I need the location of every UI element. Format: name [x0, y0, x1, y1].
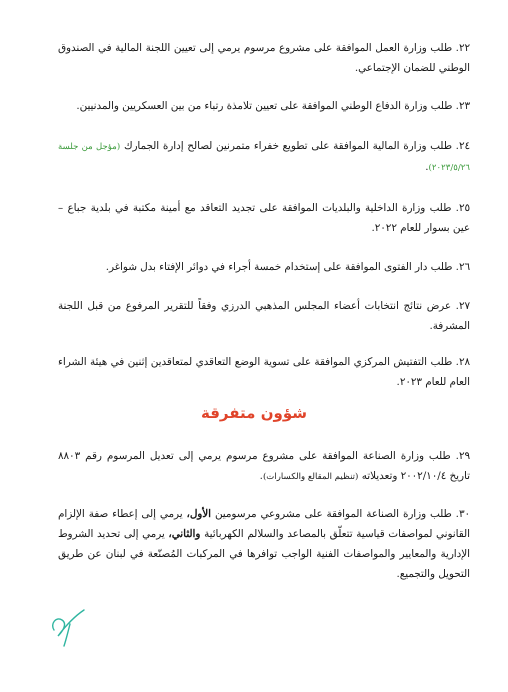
item-text-part2: يرمي إلى إعطاء صفة الإلزام القانوني لمواصفات قياسية تتعلّق بالمصاعد والسلالم الكهربائية [58, 508, 470, 540]
item-text: طلب وزارة العمل الموافقة على مشروع مرسوم يرمي إلى تعيين اللجنة المالية في الصندوق الوطني للضمان الإجتماعي. [58, 42, 470, 74]
item-bold-second: والثاني، [168, 528, 201, 540]
item-text: طلب التفتيش المركزي الموافقة على تسوية الوضع التعاقدي لمتعاقدين إثنين في هيئة الشراء العام للعام ٢٠٢٣. [58, 356, 470, 388]
item-text-part3: يرمي إلى تحديد الشروط الإدارية والمعايير والمواصفات الفنية الواجب توافرها في المركبات المُصنّعة في لبنان عن طريق التحويل والتجميع. [58, 528, 470, 580]
item-text: طلب وزارة الداخلية والبلديات الموافقة على تجديد التعاقد مع أمينة مكتبة في بلدية جباع – عين بسوار للعام ٢٠٢٢. [58, 202, 470, 234]
signature-icon [48, 602, 88, 648]
item-end: . [259, 470, 263, 482]
item-note: (تنظيم المقالع والكسارات) [262, 472, 359, 482]
item-number: ٢٥. [455, 202, 470, 214]
item-text: طلب دار الفتوى الموافقة على إستخدام خمسة أجراء في دوائر الإفتاء بدل شواغر. [105, 261, 453, 273]
item-number: ٢٤. [455, 140, 470, 152]
postponed-note: (مؤجل من جلسة ٢٠٢٣/٥/٢٦) [58, 142, 470, 173]
item-number: ٢٦. [455, 261, 470, 273]
item-text: عرض نتائج انتخابات أعضاء المجلس المذهبي الدرزي وفقاً للتقرير المرفوع من قبل اللجنة المشرفة. [58, 300, 470, 332]
item-end: . [425, 161, 429, 173]
agenda-item-25 [58, 198, 470, 238]
agenda-item-23 [58, 96, 470, 116]
item-number: ٢٧. [455, 300, 470, 312]
item-number: ٣٠. [455, 508, 471, 520]
item-text: طلب وزارة الصناعة الموافقة على مشروع مرسوم يرمي إلى تعديل المرسوم رقم ٨٨٠٣ تاريخ ٢٠٠٢/١٠/٤ وتعديلاته [58, 450, 470, 482]
agenda-item-30 [58, 504, 470, 584]
item-number: ٢٩. [455, 450, 470, 462]
item-text-part1: طلب وزارة الصناعة الموافقة على مشروعي مرسومين [214, 508, 452, 520]
item-number: ٢٨. [455, 356, 470, 368]
item-number: ٢٣. [455, 100, 470, 112]
agenda-item-24 [58, 136, 470, 178]
item-text: طلب وزارة المالية الموافقة على تطويع خفراء متمرنين لصالح إدارة الجمارك [123, 140, 452, 152]
agenda-item-26 [58, 257, 470, 277]
agenda-item-22 [58, 38, 470, 78]
item-bold-first: الأول، [186, 508, 212, 520]
agenda-item-29 [58, 446, 470, 487]
item-number: ٢٢. [455, 42, 470, 54]
section-heading: شؤون متفرقة [201, 404, 307, 422]
agenda-item-28 [58, 352, 470, 392]
agenda-item-27 [58, 296, 470, 336]
item-text: طلب وزارة الدفاع الوطني الموافقة على تعيين تلامذة رتباء من بين العسكريين والمدنيين. [76, 100, 453, 112]
